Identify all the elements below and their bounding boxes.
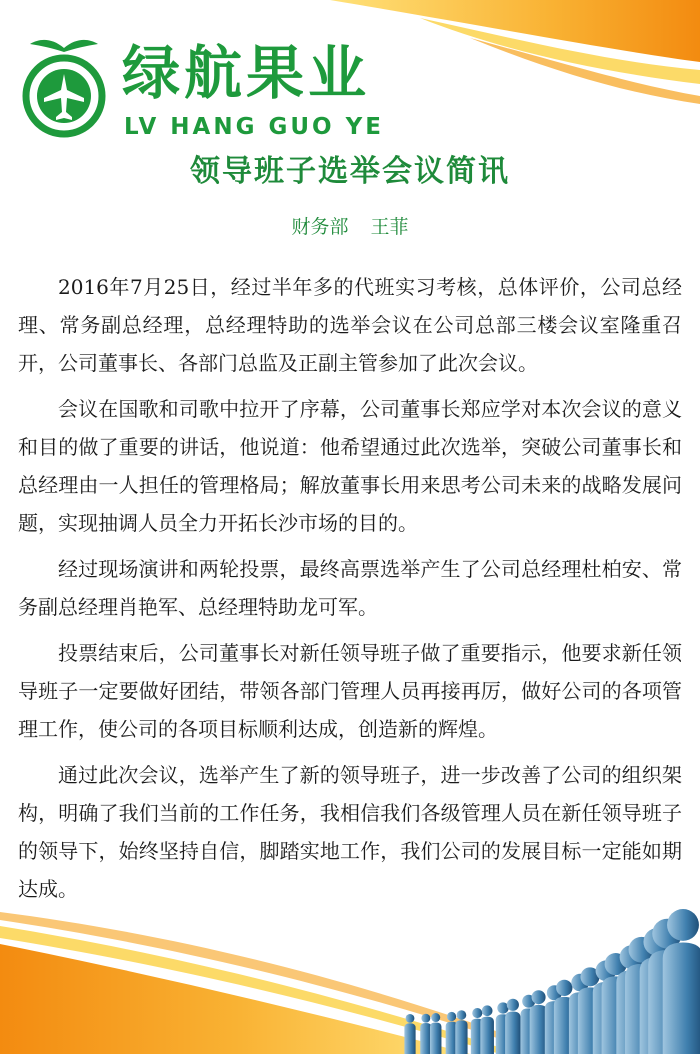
airplane-emblem-icon xyxy=(22,34,106,144)
person-silhouette-head xyxy=(457,1010,467,1020)
company-logo xyxy=(22,34,382,144)
person-silhouette-head xyxy=(431,1013,440,1022)
person-silhouette-body xyxy=(404,1023,415,1054)
business-crowd-illustration xyxy=(400,904,700,1054)
person-silhouette-body xyxy=(430,1023,441,1054)
person-silhouette-head xyxy=(406,1014,415,1023)
person-silhouette-body xyxy=(505,1012,520,1054)
person-silhouette-body xyxy=(480,1017,494,1054)
article-paragraph: 经过现场演讲和两轮投票，最终高票选举产生了公司总经理杜柏安、常务副总经理肖艳军、总经理特助龙可军。 xyxy=(18,557,682,619)
person-silhouette-head xyxy=(447,1012,456,1021)
company-pinyin: LV HANG GUO YE xyxy=(124,114,384,140)
article-paragraph: 通过此次会议，选举产生了新的领导班子，进一步改善了公司的组织架构，明确了我们当前的工作任务，我相信我们各级管理人员在新任领导班子的领导下，始终坚持自信，脚踏实地工作，我们公司的发展目标一定能如期达成。 xyxy=(18,763,682,901)
person-silhouette-body xyxy=(455,1020,467,1054)
person-silhouette-body xyxy=(420,1023,431,1054)
article-paragraph: 会议在国歌和司歌中拉开了序幕，公司董事长郑应学对本次会议的意义和目的做了重要的讲话，他说道：他希望通过此次选举，突破公司董事长和总经理由一人担任的管理格局；解放董事长用来思考公司未来的战略发展问题，实现抽调人员全力开拓长沙市场的目的。 xyxy=(18,397,682,535)
company-name: 绿航果业 xyxy=(122,39,371,107)
article-title: 领导班子选举会议简讯 xyxy=(190,154,510,189)
person-silhouette-head xyxy=(507,999,519,1011)
person-silhouette-head xyxy=(532,990,546,1004)
person-silhouette-head xyxy=(421,1014,430,1023)
author-name: 王菲 xyxy=(370,216,409,238)
article-paragraph: 2016年7月25日，经过半年多的代班实习考核，总体评价，公司总经理、常务副总经理，总经理特助的选举会议在公司总部三楼会议室隆重召开，公司董事长、各部门总监及正副主管参加了此次会议。 xyxy=(18,275,682,375)
person-silhouette-body xyxy=(663,942,700,1054)
article-body xyxy=(18,268,682,916)
person-silhouette-head xyxy=(482,1005,493,1016)
article-byline xyxy=(0,212,700,239)
person-silhouette-head xyxy=(556,980,572,996)
person-silhouette-head xyxy=(667,909,699,941)
article-paragraph: 投票结束后，公司董事长对新任领导班子做了重要指示，他要求新任领导班子一定要做好团结，带领各部门管理人员再接再厉，做好公司的各项管理工作，使公司的各项目标顺利达成，创造新的辉煌。 xyxy=(18,641,682,741)
author-department: 财务部 xyxy=(291,216,349,238)
person-silhouette-head xyxy=(472,1008,482,1018)
